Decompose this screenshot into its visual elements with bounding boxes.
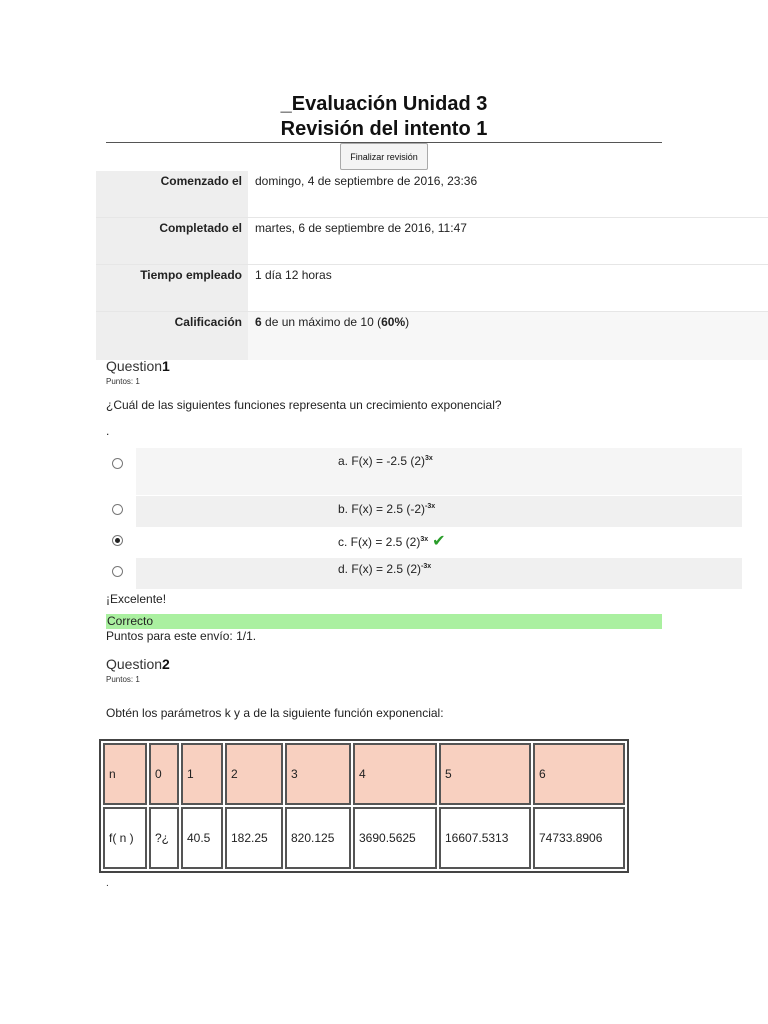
- answer-label: c. F(x) = 2.5 $(2)^{3x}$ ✔: [338, 533, 446, 550]
- table-cell: 2: [225, 743, 283, 805]
- table-cell: 820.125: [285, 807, 351, 869]
- table-header-row: [103, 743, 625, 805]
- question-prefix: Question: [106, 656, 163, 672]
- summary-label: Calificación: [96, 312, 248, 360]
- feedback-text: ¡Excelente!: [106, 592, 167, 606]
- summary-value: 1 día 12 horas: [248, 265, 768, 311]
- table-cell: 3: [285, 743, 351, 805]
- table-cell: 5: [439, 743, 531, 805]
- question-number: 2: [162, 656, 170, 672]
- answer-label: d. F(x) = 2.5 $(2)^{-3x}$: [338, 562, 432, 576]
- attempt-summary: [96, 171, 768, 360]
- answer-option-b[interactable]: [106, 496, 742, 527]
- question-prefix: Question: [106, 358, 163, 374]
- table-cell: n: [103, 743, 147, 805]
- grade-text-end: ): [405, 315, 410, 329]
- summary-label: Tiempo empleado: [96, 265, 248, 311]
- grade-percent: 60%: [381, 315, 406, 329]
- question-2-dot: .: [106, 878, 109, 889]
- answer-label: a. F(x) = -2.5 $(2)^{3x}$: [338, 454, 433, 468]
- radio-button[interactable]: [112, 458, 123, 469]
- radio-button-selected[interactable]: [112, 535, 123, 546]
- summary-value: [248, 312, 768, 360]
- question-number: 1: [162, 358, 170, 374]
- question-1-dot: .: [106, 424, 110, 438]
- radio-button[interactable]: [112, 504, 123, 515]
- question-2-points: Puntos: 1: [106, 675, 140, 684]
- question-1-points: Puntos: 1: [106, 377, 140, 386]
- grade-score: 6: [255, 315, 262, 329]
- question-1-answers: [106, 448, 742, 589]
- check-icon: ✔: [432, 533, 446, 550]
- table-cell: 40.5: [181, 807, 223, 869]
- table-cell: 182.25: [225, 807, 283, 869]
- summary-row-grade: [96, 312, 768, 360]
- table-cell: ?¿: [149, 807, 179, 869]
- attempt-title: Revisión del intento 1: [280, 118, 488, 140]
- correct-status-bar: Correcto: [106, 614, 662, 629]
- quiz-title: _Evaluación Unidad 3: [280, 93, 488, 115]
- score-text: Puntos para este envío: 1/1.: [106, 629, 257, 643]
- table-cell: 6: [533, 743, 625, 805]
- radio-button[interactable]: [112, 566, 123, 577]
- page-title: [106, 92, 662, 142]
- table-cell: 74733.8906: [533, 807, 625, 869]
- summary-value: domingo, 4 de septiembre de 2016, 23:36: [248, 171, 768, 217]
- table-cell: f( n ): [103, 807, 147, 869]
- summary-row-started: [96, 171, 768, 218]
- question-1-heading: [106, 358, 170, 374]
- answer-option-d[interactable]: [106, 558, 742, 589]
- function-values-table: [99, 739, 629, 873]
- table-cell: 4: [353, 743, 437, 805]
- table-cell: 0: [149, 743, 179, 805]
- summary-label: Completado el: [96, 218, 248, 264]
- finish-review-button[interactable]: Finalizar revisión: [340, 143, 428, 170]
- summary-row-completed: [96, 218, 768, 265]
- question-1-text: ¿Cuál de las siguientes funciones representa un crecimiento exponencial?: [106, 398, 502, 412]
- question-2-heading: [106, 656, 170, 672]
- summary-label: Comenzado el: [96, 171, 248, 217]
- answer-option-c[interactable]: [106, 527, 742, 558]
- table-cell: 1: [181, 743, 223, 805]
- answer-label: b. F(x) = 2.5 $(-2)^{-3x}$: [338, 502, 436, 516]
- question-2-text: Obtén los parámetros k y a de la siguiente función exponencial:: [106, 706, 444, 720]
- table-cell: 16607.5313: [439, 807, 531, 869]
- summary-value: martes, 6 de septiembre de 2016, 11:47: [248, 218, 768, 264]
- summary-row-time: [96, 265, 768, 312]
- answer-option-a[interactable]: [106, 448, 742, 495]
- grade-text: de un máximo de 10 (: [261, 315, 382, 329]
- table-row: [103, 807, 625, 869]
- table-cell: 3690.5625: [353, 807, 437, 869]
